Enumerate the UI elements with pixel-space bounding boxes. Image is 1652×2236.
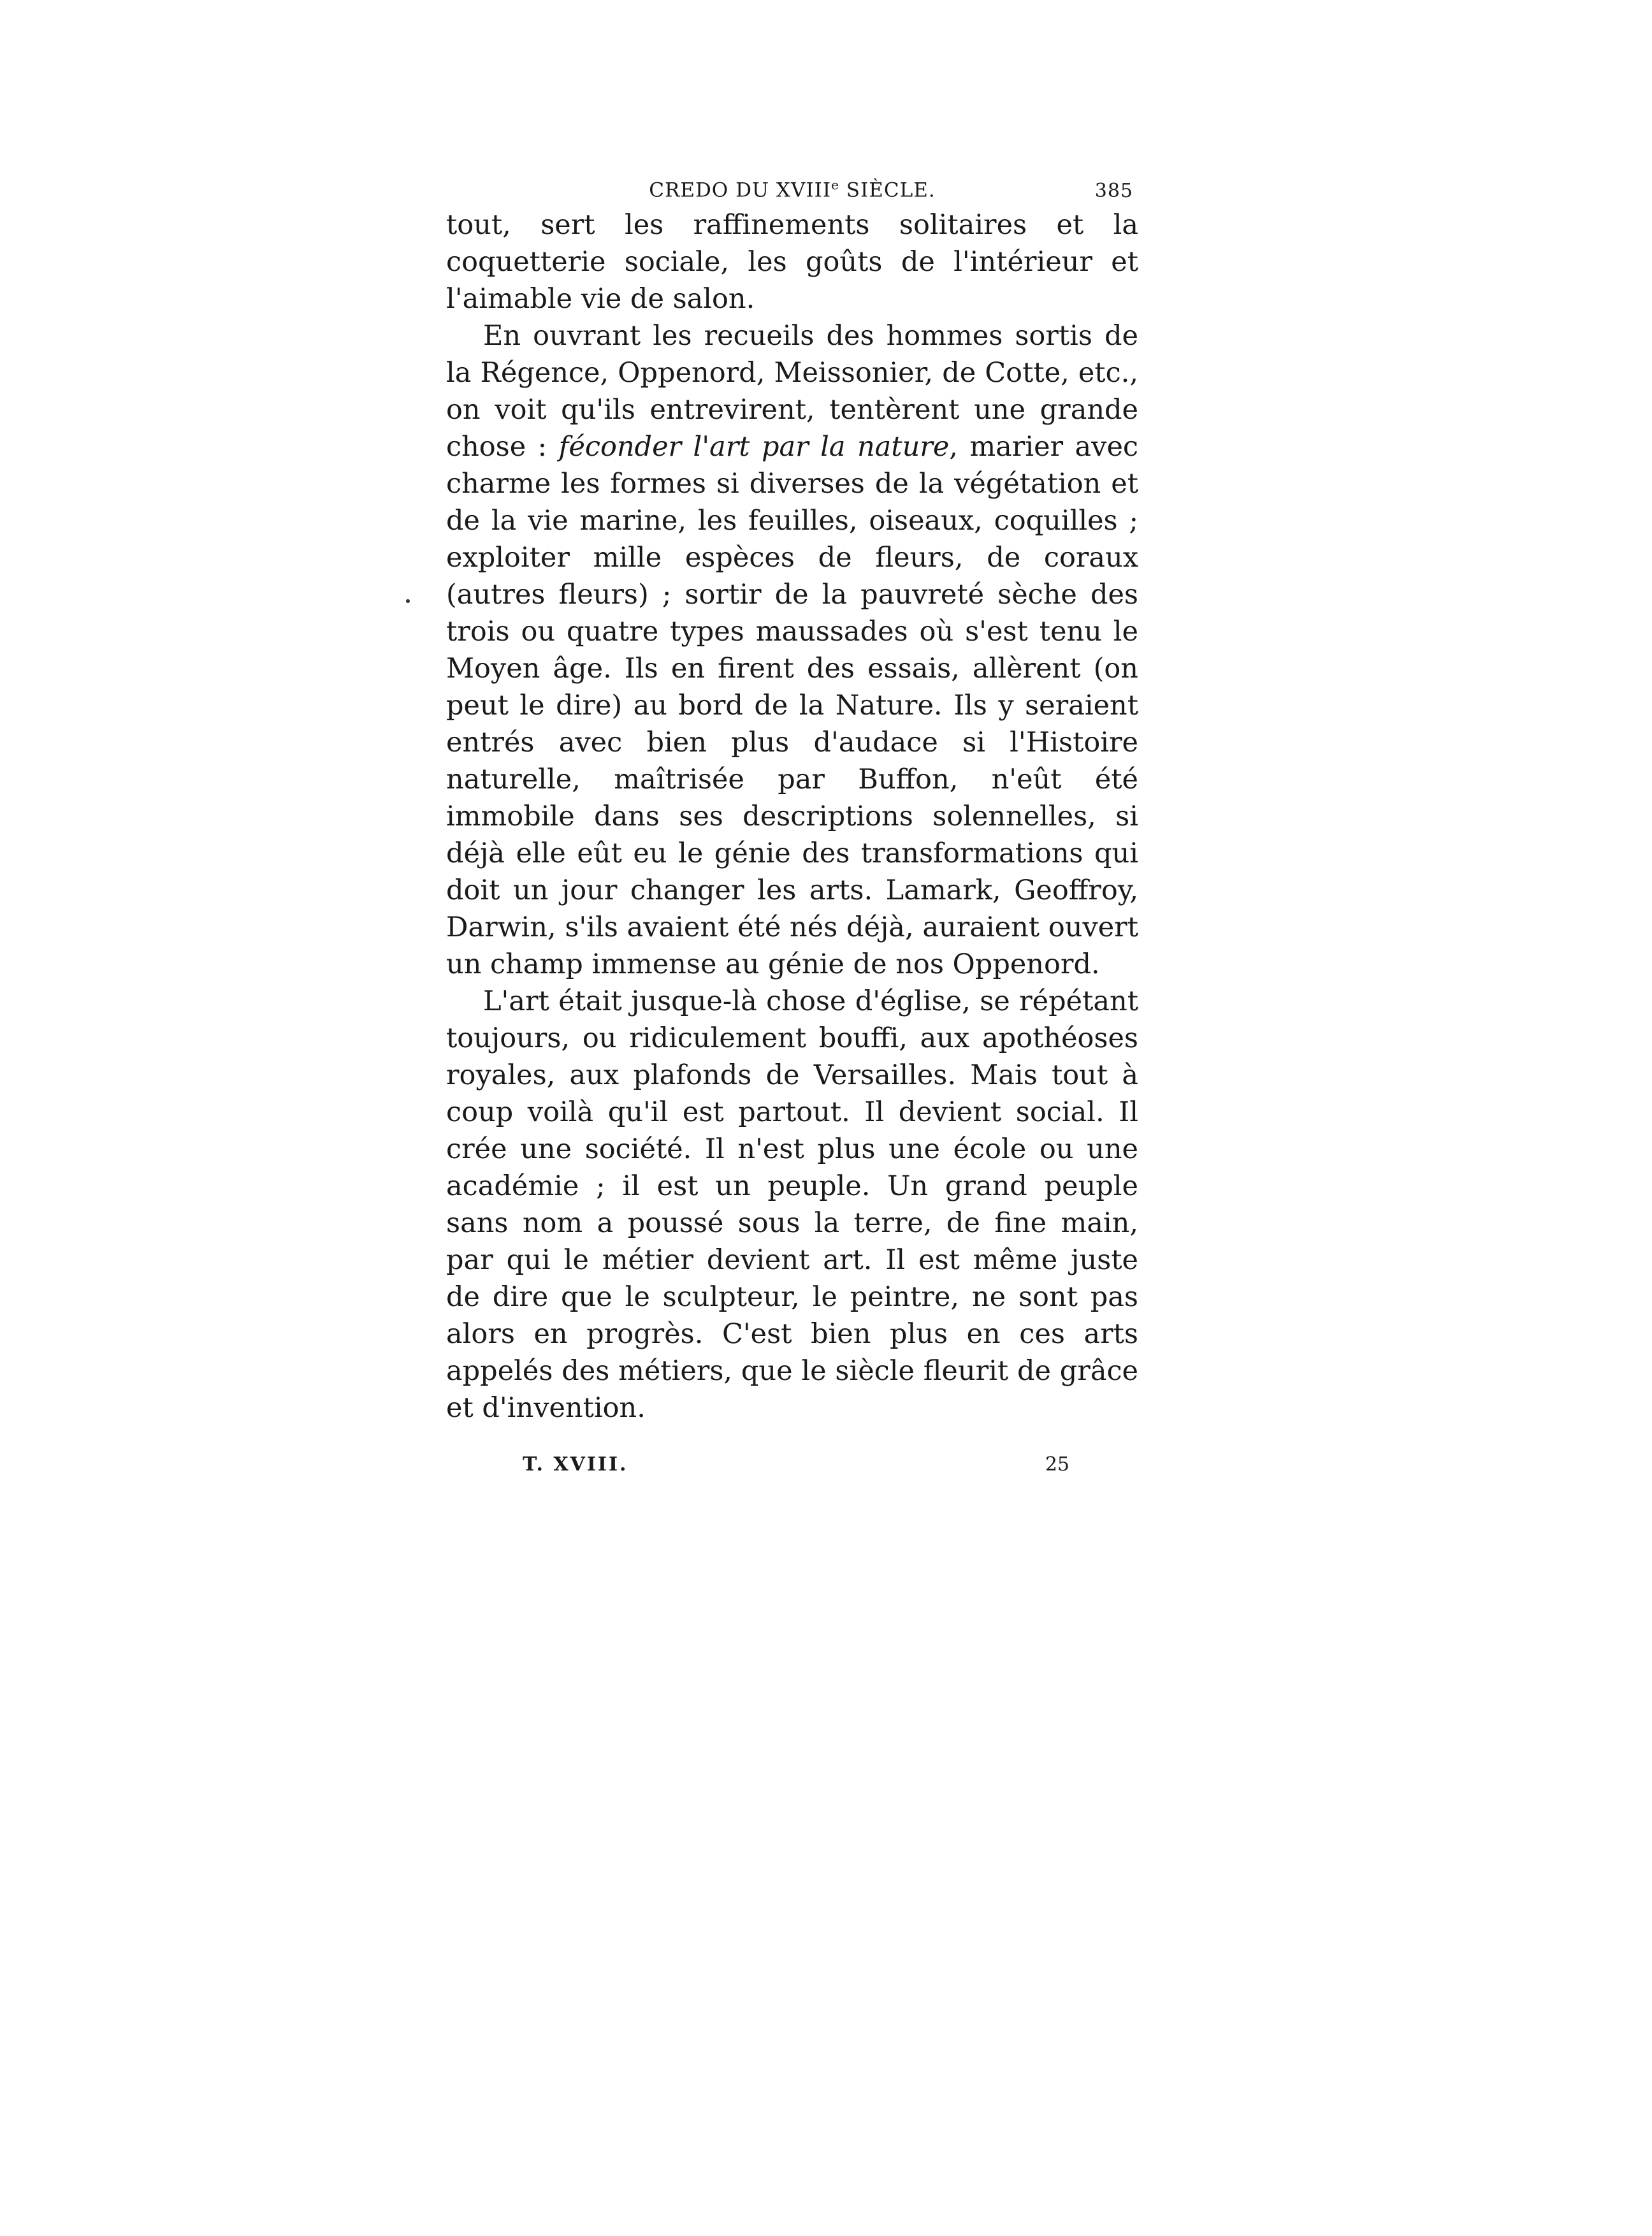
paragraph-oppenord [446, 317, 1138, 983]
page-number: 385 [1094, 180, 1133, 202]
book-page [446, 159, 1138, 1484]
paragraph-continuation: tout, sert les raffinements solitaires et la coquetterie sociale, les goûts de l'intérieur et l'aimable vie de salon. [446, 209, 1138, 315]
signature-mark: T. XVIII. [523, 1453, 628, 1476]
paragraph-oppenord-after: , marier avec charme les formes si diverses de la végétation et de la vie marine, les feuilles, oiseaux, coquilles ; exploiter mille espèces de fleurs, de coraux (autres fleurs) ; sortir de la pauvreté sèche des trois ou quatre types maussades où s'est tenu le Moyen âge. Ils en firent des essais, allèrent (on peut le dire) au bord de la Nature. Ils y seraient entrés avec bien plus d'audace si l'Histoire naturelle, maîtrisée par Buffon, n'eût été immobile dans ses descriptions solennelles, si déjà elle eût eu le génie des transformations qui doit un jour changer les arts. Lamark, Geoffroy, Darwin, s'ils avaient été nés déjà, auraient ouvert un champ immense au génie de nos Oppenord. [446, 431, 1138, 980]
running-title-main: CREDO DU XVIII [649, 178, 832, 202]
signature-number: 25 [1045, 1453, 1069, 1476]
running-title-superscript: e [831, 177, 839, 192]
running-title-end: SIÈCLE. [839, 178, 936, 202]
paragraph-art-social: L'art était jusque-là chose d'église, se répétant toujours, ou ridiculement bouffi, aux apothéoses royales, aux plafonds de Versailles. Mais tout à coup voilà qu'il est partout. Il devient social. Il crée une société. Il n'est plus une école ou une académie ; il est un peuple. Un grand peuple sans nom a poussé sous la terre, de fine main, par qui le métier devient art. Il est même juste de dire que le sculpteur, le peintre, ne sont pas alors en progrès. C'est bien plus en ces arts appelés des métiers, que le siècle fleurit de grâce et d'invention. [446, 985, 1138, 1424]
running-title [446, 177, 1138, 201]
margin-dot [406, 599, 410, 603]
running-head [446, 159, 1138, 207]
page-footer [446, 1446, 1138, 1484]
paragraph-oppenord-before: En ouvrant les recueils des hommes sortis de la Régence, Oppenord, Meissonier, de Cotte, etc., on voit qu'ils entrevirent, tentèrent une grande chose : [446, 320, 1138, 463]
italic-quote: féconder l'art par la nature [558, 431, 950, 463]
body-text [446, 207, 1138, 1427]
